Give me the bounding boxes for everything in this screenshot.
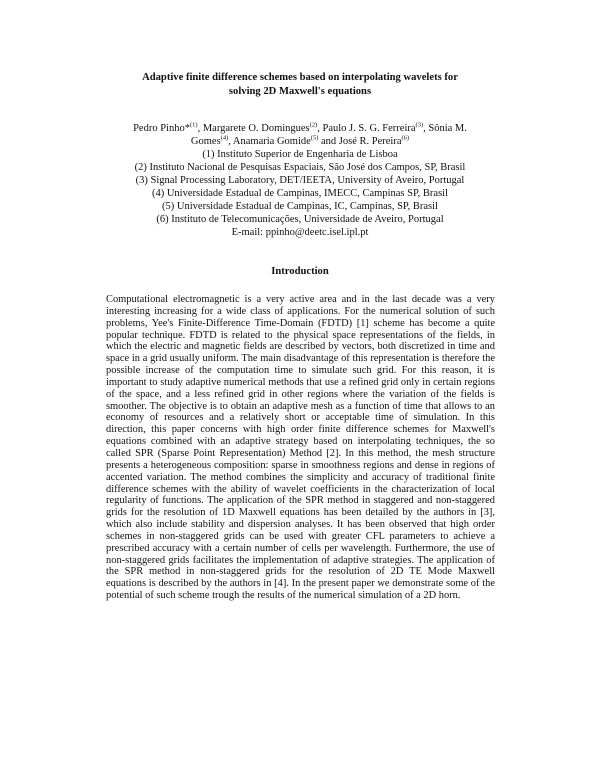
author-affiliation-mark: (5) (310, 134, 319, 142)
affiliation-5: (5) Universidade Estadual de Campinas, IC, Campinas, SP, Brasil (162, 201, 438, 212)
section-heading: Introduction (271, 266, 329, 277)
author-name: José R. Pereira (338, 135, 402, 147)
affiliation-1: (1) Instituto Superior de Engenharia de Lisboa (202, 149, 398, 160)
author-name: Paulo J. S. G. Ferreira (322, 123, 416, 134)
affiliation-6: (6) Instituto de Telecomunicações, Universidade de Aveiro, Portugal (156, 214, 444, 225)
author-affiliation-mark: (6) (401, 134, 410, 142)
author-name: Pedro Pinho* (133, 123, 190, 134)
authors-line-1: Pedro Pinho*$^{(1)}$, Margarete O. Domingues$^{(2)}$, Paulo J. S. G. Ferreira$^{(3)}$, Sônia M. (133, 121, 467, 134)
affiliation-2: (2) Instituto Nacional de Pesquisas Espaciais, São José dos Campos, SP, Brasil (134, 162, 466, 173)
paper-title (70, 71, 530, 98)
affiliation-3: (3) Signal Processing Laboratory, DET/IEETA, University of Aveiro, Portugal (135, 175, 465, 186)
author-list (100, 123, 500, 148)
author-name: Margarete O. Domingues (202, 123, 310, 134)
authors-connector: and (321, 135, 337, 147)
title-line-2: solving 2D Maxwell's equations (228, 85, 372, 97)
author-affiliation-mark: (1) (189, 121, 198, 129)
contact-email: E-mail: ppinho@deetc.isel.ipl.pt (231, 227, 369, 238)
intro-paragraph: Computational electromagnetic is a very active area and in the last decade was a very interesting increasing for a wide class of applications. For the numerical solution of such problems, Yee's Finite-Difference Time-Domain (FDTD) [1] scheme has become a quite popular technique. FDTD is related to the physical space representations of the fields, in which the electric and magnetic fields are described by vectors, both discretized in time and space in a grid usually uniform. The main disadvantage of this representation is therefore the possible increase of the computation time to simulate such grid. For this reason, it is important to study adaptive numerical methods that use a refined grid only in certain regions of the space, and a less refined grid in other regions where the variation of the fields is smoother. The objective is to obtain an adaptive mesh as a function of time that allows to an economy of resources and a relatively short or acceptable time of simulation. In this direction, this paper concerns with high order finite difference schemes for Maxwell's equations combined with an adaptive strategy based on interpolating techniques, the so called SPR (Sparse Point Representation) Method [2]. In this method, the mesh structure presents a heterogeneous composition: sparse in smoothness regions and dense in regions of accented variation. The method combines the simplicity and accuracy of traditional finite difference schemes with the ability of wavelet coefficients in the characterization of local regularity of functions. The application of the SPR method in staggered and non-staggered grids for the resolution of 1D Maxwell equations has been detailed by the authors in [3], which also include stability and dispersion analyses. It has been observed that high order schemes in non-staggered grids can be used with greater CFL parameters to achieve a prescribed accuracy with a certain number of cells per wavelength. Furthermore, the use of non-staggered grids facilitates the implementation of adaptive strategies. The application of the SPR method in non-staggered grids for the resolution of 2D TE Mode Maxwell equations is described by the authors in [4]. In the present paper we demonstrate some of the potential of such scheme trough the results of the numerical simulation of a 2D horn. (106, 294, 495, 602)
author-affiliation-mark: (3) (415, 121, 424, 129)
author-affiliation-mark: (4) (220, 134, 229, 142)
title-line-1: Adaptive finite difference schemes based on interpolating wavelets for (142, 72, 458, 83)
author-name-second-part: Gomes (190, 135, 221, 147)
affiliation-4: (4) Universidade Estadual de Campinas, IMECC, Campinas SP, Brasil (151, 188, 448, 199)
author-affiliation-mark: (2) (309, 121, 318, 129)
author-name: Anamaria Gomide (232, 135, 311, 147)
authors-line-2: Gomes$^{(4)}$, Anamaria Gomide$^{(5)}$ and José R. Pereira$^{(6)}$ (190, 134, 410, 147)
author-name-first-part: Sônia M. (428, 123, 467, 134)
